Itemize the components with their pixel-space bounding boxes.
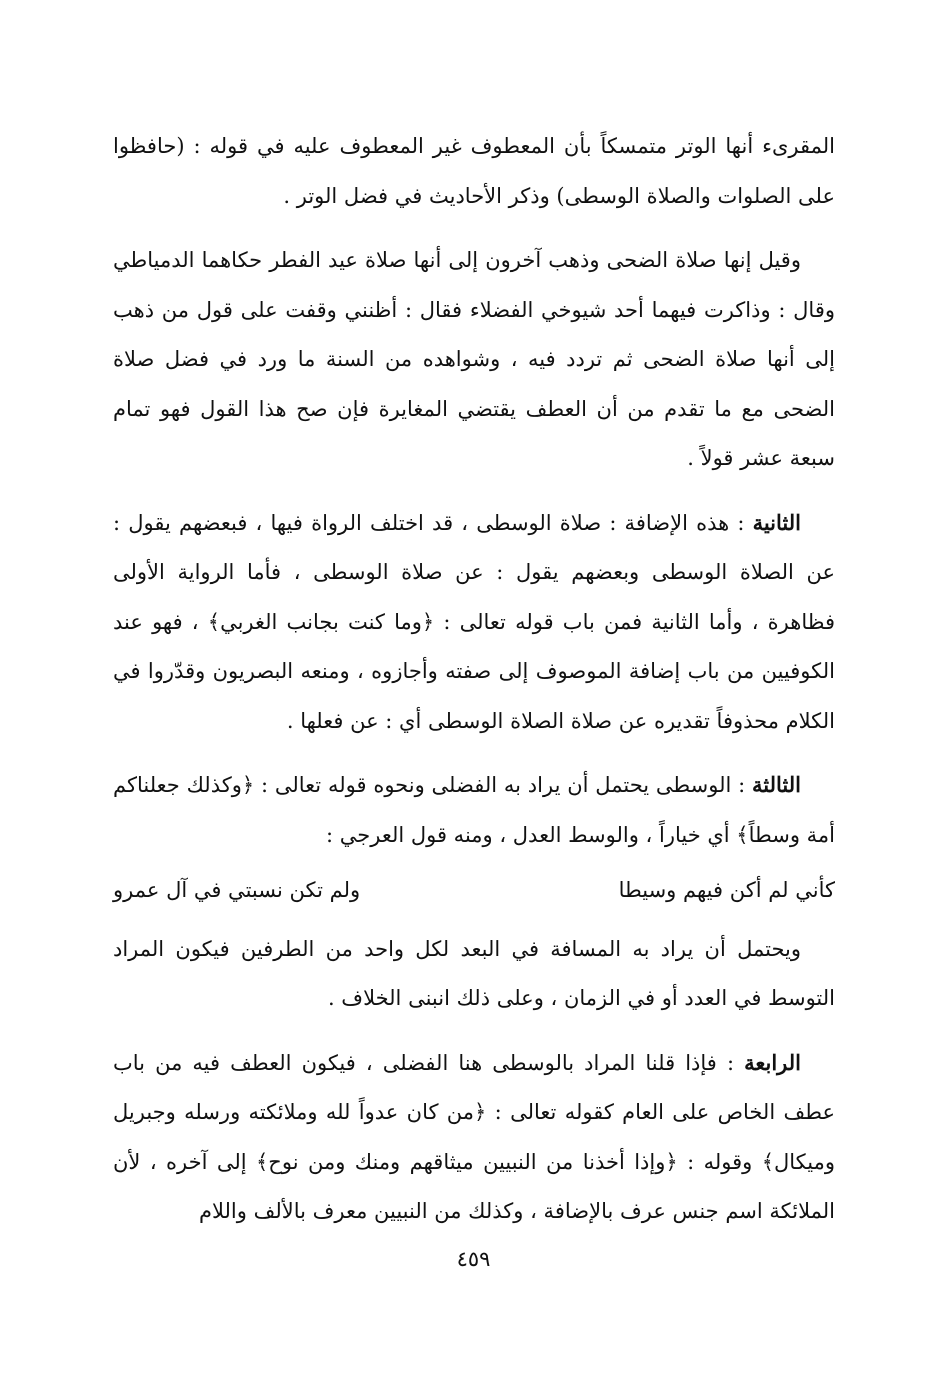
paragraph-2 — [113, 235, 835, 484]
paragraph-6-fourth — [113, 1038, 835, 1237]
verse-first-hemistich: كأني لم أكن فيهم وسيطا — [618, 878, 835, 902]
paragraph-3-second — [113, 498, 835, 747]
paragraph-text: المقرىء أنها الوتر متمسكاً بأن المعطوف غير المعطوف عليه في قوله : (حافظوا على الصلوات والصلاة الوسطى) وذكر الأحاديث في فضل الوتر . — [113, 134, 835, 208]
paragraph-text: ويحتمل أن يراد به المسافة في البعد لكل واحد من الطرفين فيكون المراد التوسط في العدد أو في الزمان ، وعلى ذلك انبنى الخلاف . — [113, 936, 835, 1010]
paragraph-text: : فإذا قلنا المراد بالوسطى هنا الفضلى ، فيكون العطف فيه من باب عطف الخاص على العام كقوله تعالى : ﴿من كان عدواً لله وملائكته ورسله وجبريل وميكال﴾ وقوله : ﴿وإذا أخذنا من النبيين ميثاقهم ومنك ومن نوح﴾ إلى آخره ، لأن الملائكة اسم جنس عرف بالإضافة ، وكذلك من النبيين معرف بالألف واللام — [113, 1050, 835, 1223]
paragraph-lead: الثالثة — [752, 772, 801, 797]
paragraph-5 — [113, 924, 835, 1024]
paragraph-text: : هذه الإضافة : صلاة الوسطى ، قد اختلف الرواة فيها ، فبعضهم يقول : عن الصلاة الوسطى وبعضهم يقول : عن صلاة الوسطى ، فأما الرواية الأولى فظاهرة ، وأما الثانية فمن باب قوله تعالى : ﴿وما كنت بجانب الغربي﴾ ، فهو عند الكوفيين من باب إضافة الموصوف إلى صفته وأجازوه ، ومنعه البصريون وقدّروا في الكلام محذوفاً تقديره عن صلاة الصلاة الوسطى أي : عن فعلها . — [113, 510, 835, 733]
verse-second-hemistich: ولم تكن نسبتي في آل عمرو — [113, 878, 361, 902]
paragraph-1 — [113, 121, 835, 221]
paragraph-lead: الرابعة — [744, 1049, 801, 1075]
poetry-verse — [113, 866, 835, 916]
page-number: ٤٥٩ — [456, 1247, 491, 1271]
body-text — [113, 121, 835, 1251]
paragraph-lead: الثانية — [752, 509, 801, 535]
paragraph-text: وقيل إنها صلاة الضحى وذهب آخرون إلى أنها صلاة عيد الفطر حكاهما الدمياطي وقال : وذاكرت فيهما أحد شيوخي الفضلاء فقال : أظنني وقفت على قول من ذهب إلى أنها صلاة الضحى ثم تردد فيه ، وشواهده من السنة ما ورد في فضل صلاة الضحى مع ما تقدم من أن العطف يقتضي المغايرة فإن صح هذا القول فهو تمام سبعة عشر قولاً . — [113, 248, 835, 470]
paragraph-text: : الوسطى يحتمل أن يراد به الفضلى ونحوه قوله تعالى : ﴿وكذلك جعلناكم أمة وسطاً﴾ أي خياراً ، والوسط العدل ، ومنه قول العرجي : — [113, 773, 835, 847]
paragraph-4-third — [113, 760, 835, 860]
